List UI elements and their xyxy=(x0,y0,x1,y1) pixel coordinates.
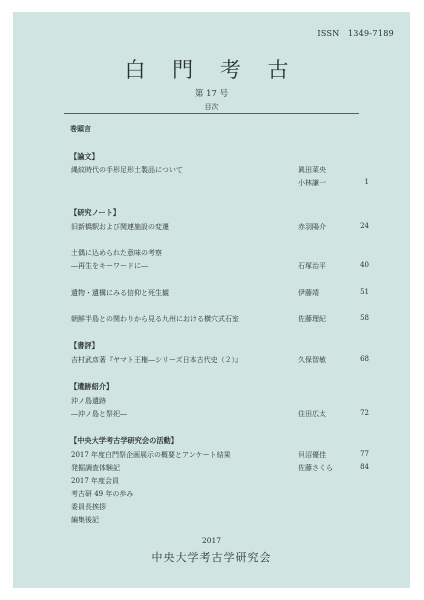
entry-page: 68 xyxy=(360,355,369,363)
section-header-ronbun: 【論文】 xyxy=(70,152,99,161)
entry-page: 77 xyxy=(360,450,369,458)
entry-page: 72 xyxy=(360,409,369,417)
entry-author: 佐藤理紀 xyxy=(298,315,326,323)
entry-author: 赤羽陽介 xyxy=(298,223,326,231)
entry-title: 縄紋時代の手形足形土製品について xyxy=(71,166,183,174)
entry-title: 編集後記 xyxy=(71,516,99,524)
section-header-activities: 【中央大学考古学研究会の活動】 xyxy=(70,436,178,445)
entry-title: 発掘調査体験記 xyxy=(71,464,120,472)
section-header-iseki: 【遺跡紹介】 xyxy=(70,382,114,391)
entry-subtitle: ―沖ノ島と祭祀― xyxy=(71,410,127,418)
entry-page: 24 xyxy=(360,222,369,230)
section-header-shohyo: 【書評】 xyxy=(70,341,99,350)
section-header-note: 【研究ノート】 xyxy=(70,208,121,217)
entry-author: 伊藤靖 xyxy=(298,289,319,297)
entry-author: 久保智敏 xyxy=(298,356,326,364)
issn-number: ISSN 1349-7189 xyxy=(317,29,394,38)
entry-title: 朝鮮半島との関わりから見る九州における横穴式石室 xyxy=(71,315,239,323)
entry-author: 小林謙一 xyxy=(298,179,326,187)
entry-author: 石塚治平 xyxy=(298,262,326,270)
header-divider xyxy=(64,113,359,114)
entry-title: 2017 年度会員 xyxy=(71,477,120,485)
entry-title: 委員長挨拶 xyxy=(71,503,106,511)
publisher-name: 中央大学考古学研究会 xyxy=(151,551,272,564)
entry-title: 遺物・遺構にみる信仰と死生観 xyxy=(71,289,169,297)
entry-author: 眞田菜央 xyxy=(298,166,326,174)
entry-page: 40 xyxy=(360,261,369,269)
publication-year: 2017 xyxy=(201,536,222,545)
entry-title: 土偶に込められた意味の考察 xyxy=(71,249,162,257)
entry-title: 旧新橋駅および関連施設の変遷 xyxy=(71,223,169,231)
entry-page: 1 xyxy=(364,178,369,186)
entry-page: 84 xyxy=(360,463,369,471)
entry-author: 貝沼優佳 xyxy=(298,451,326,459)
journal-title: 白 門 考 古 xyxy=(124,58,299,82)
toc-label: 目次 xyxy=(204,103,219,111)
issue-number: 第 17 号 xyxy=(194,89,229,99)
entry-title: 沖ノ島遺跡 xyxy=(71,397,106,405)
entry-title: 2017 年度白門祭企画展示の概要とアンケート結果 xyxy=(71,451,231,459)
entry-title: 吉村武彦著『ヤマト王権―シリーズ日本古代史（２）』 xyxy=(71,356,243,364)
entry-title: 考古研 49 年の歩み xyxy=(71,490,134,498)
entry-author: 住田広太 xyxy=(298,410,326,418)
entry-subtitle: ―再生をキーワードに― xyxy=(71,262,148,270)
entry-author: 佐藤さくら xyxy=(298,464,333,472)
entry-page: 51 xyxy=(360,288,369,296)
preface-entry: 巻頭言 xyxy=(70,124,91,133)
cover-page xyxy=(13,12,410,588)
entry-page: 58 xyxy=(360,314,369,322)
